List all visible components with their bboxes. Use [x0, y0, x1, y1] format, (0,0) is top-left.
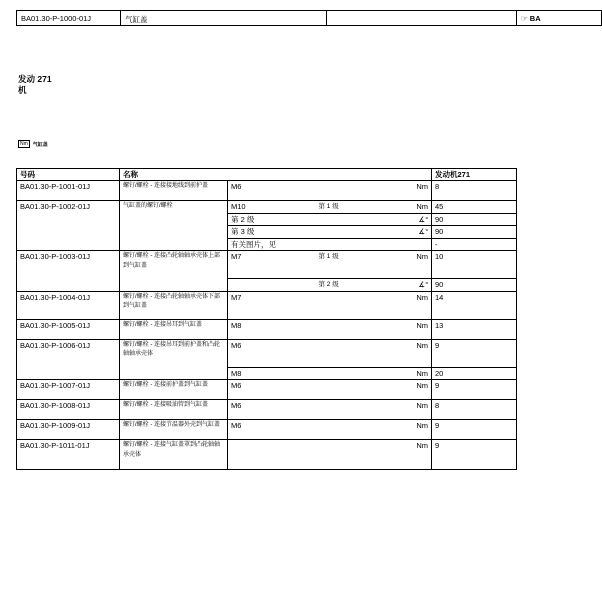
row-size: M7	[228, 251, 316, 279]
table-row	[17, 201, 517, 214]
row-code	[17, 213, 120, 226]
row-unit: Nm	[376, 319, 432, 339]
row-code: BA01.30-P-1003-01J	[17, 251, 120, 279]
row-name	[120, 226, 228, 239]
row-value: 13	[432, 319, 517, 339]
row-size: 第 3 级	[228, 226, 316, 239]
table-row	[17, 238, 517, 251]
row-stage	[316, 440, 376, 470]
header-name: 名称	[120, 169, 432, 181]
row-stage	[316, 420, 376, 440]
doc-code: BA01.30-P-1000-01J	[17, 11, 121, 25]
row-value: 90	[432, 279, 517, 292]
row-value: 9	[432, 339, 517, 367]
row-name: 螺钉/螺栓 - 连接凸轮轴轴承壳体上部到气缸盖	[120, 251, 228, 279]
row-name: 螺钉/螺栓 - 连接前护盖到气缸盖	[120, 380, 228, 400]
row-name: 螺钉/螺栓 - 连接吸油管到气缸盖	[120, 400, 228, 420]
row-unit: Nm	[376, 251, 432, 279]
nm-section-text: 气缸盖	[32, 141, 48, 148]
torque-nm-icon: Nm	[20, 141, 28, 147]
row-unit: Nm	[376, 291, 432, 319]
row-unit: ∡°	[376, 213, 432, 226]
row-size: 第 2 级	[228, 213, 316, 226]
row-stage	[316, 319, 376, 339]
row-name: 气缸盖的螺钉/螺栓	[120, 201, 228, 214]
row-size: M8	[228, 367, 316, 380]
row-stage: 第 1 级	[316, 201, 376, 214]
row-value: 20	[432, 367, 517, 380]
row-code: BA01.30-P-1004-01J	[17, 291, 120, 319]
row-unit: Nm	[376, 380, 432, 400]
row-code: BA01.30-P-1008-01J	[17, 400, 120, 420]
table-body	[17, 181, 517, 470]
table-row	[17, 319, 517, 339]
table-row	[17, 251, 517, 279]
row-name: 螺钉/螺栓 - 连接接地线到前护盖	[120, 181, 228, 201]
row-code: BA01.30-P-1001-01J	[17, 181, 120, 201]
row-name: 螺钉/螺栓 - 连接凸轮轴轴承壳体下部到气缸盖	[120, 291, 228, 319]
row-size: M10	[228, 201, 316, 214]
header-empty-cell	[327, 11, 517, 25]
row-stage	[316, 339, 376, 367]
row-unit: Nm	[376, 400, 432, 420]
reference-link[interactable]: ☞ BA	[521, 14, 541, 23]
row-name: 螺钉/螺栓 - 连接节温器外壳到气缸盖	[120, 420, 228, 440]
document-header	[16, 10, 602, 26]
row-size: M6	[228, 181, 316, 201]
row-stage	[316, 367, 376, 380]
nm-section-label	[18, 140, 48, 148]
row-name: 螺钉/螺栓 - 连接气缸盖罩到凸轮轴轴承壳体	[120, 440, 228, 470]
table-row	[17, 213, 517, 226]
torque-spec-table	[16, 168, 517, 470]
row-value: 10	[432, 251, 517, 279]
row-code	[17, 238, 120, 251]
row-size: M8	[228, 319, 316, 339]
row-code	[17, 279, 120, 292]
row-stage	[316, 380, 376, 400]
row-size	[228, 279, 316, 292]
row-code: BA01.30-P-1005-01J	[17, 319, 120, 339]
row-name	[120, 238, 228, 251]
row-unit	[376, 238, 432, 251]
row-stage	[316, 181, 376, 201]
table-row	[17, 440, 517, 470]
table-row	[17, 380, 517, 400]
doc-title: 气缸盖	[121, 11, 327, 25]
row-stage	[316, 238, 376, 251]
header-code: 号码	[17, 169, 120, 181]
row-value: -	[432, 238, 517, 251]
row-code: BA01.30-P-1007-01J	[17, 380, 120, 400]
row-value: 9	[432, 380, 517, 400]
row-stage	[316, 291, 376, 319]
row-value: 9	[432, 440, 517, 470]
table-row	[17, 291, 517, 319]
row-name: 螺钉/螺栓 - 连接吊耳到气缸盖	[120, 319, 228, 339]
row-stage	[316, 226, 376, 239]
row-code	[17, 226, 120, 239]
row-size: M7	[228, 291, 316, 319]
row-code: BA01.30-P-1006-01J	[17, 339, 120, 367]
row-stage: 第 2 级	[316, 279, 376, 292]
table-row	[17, 367, 517, 380]
row-size: M6	[228, 400, 316, 420]
row-unit: ∡°	[376, 226, 432, 239]
row-stage: 第 1 级	[316, 251, 376, 279]
row-value: 45	[432, 201, 517, 214]
table-row	[17, 226, 517, 239]
row-size: M6	[228, 420, 316, 440]
row-code	[17, 367, 120, 380]
row-size: 有关图片，见	[228, 238, 316, 251]
row-value: 9	[432, 420, 517, 440]
row-value: 90	[432, 226, 517, 239]
row-value: 90	[432, 213, 517, 226]
row-value: 14	[432, 291, 517, 319]
row-unit: Nm	[376, 420, 432, 440]
row-value: 8	[432, 181, 517, 201]
row-code: BA01.30-P-1009-01J	[17, 420, 120, 440]
row-unit: Nm	[376, 440, 432, 470]
row-name	[120, 213, 228, 226]
row-code: BA01.30-P-1002-01J	[17, 201, 120, 214]
row-unit: Nm	[376, 339, 432, 367]
row-unit: Nm	[376, 367, 432, 380]
title-line-2: 机	[18, 85, 27, 95]
title-line-1: 发动 271	[18, 74, 52, 84]
row-stage	[316, 213, 376, 226]
header-engine: 发动机271	[432, 169, 517, 181]
row-size: M6	[228, 380, 316, 400]
row-stage	[316, 400, 376, 420]
row-unit: Nm	[376, 181, 432, 201]
table-header-row	[17, 169, 517, 181]
page-title	[18, 74, 52, 96]
row-size: M6	[228, 339, 316, 367]
row-name: 螺钉/螺栓 - 连接吊耳到前护盖和凸轮轴轴承壳体	[120, 339, 228, 367]
row-code: BA01.30-P-1011-01J	[17, 440, 120, 470]
table-row	[17, 279, 517, 292]
row-unit: Nm	[376, 201, 432, 214]
row-size	[228, 440, 316, 470]
row-name	[120, 367, 228, 380]
table-row	[17, 181, 517, 201]
row-value: 8	[432, 400, 517, 420]
table-row	[17, 400, 517, 420]
row-name	[120, 279, 228, 292]
row-unit: ∡°	[376, 279, 432, 292]
table-row	[17, 420, 517, 440]
table-row	[17, 339, 517, 367]
